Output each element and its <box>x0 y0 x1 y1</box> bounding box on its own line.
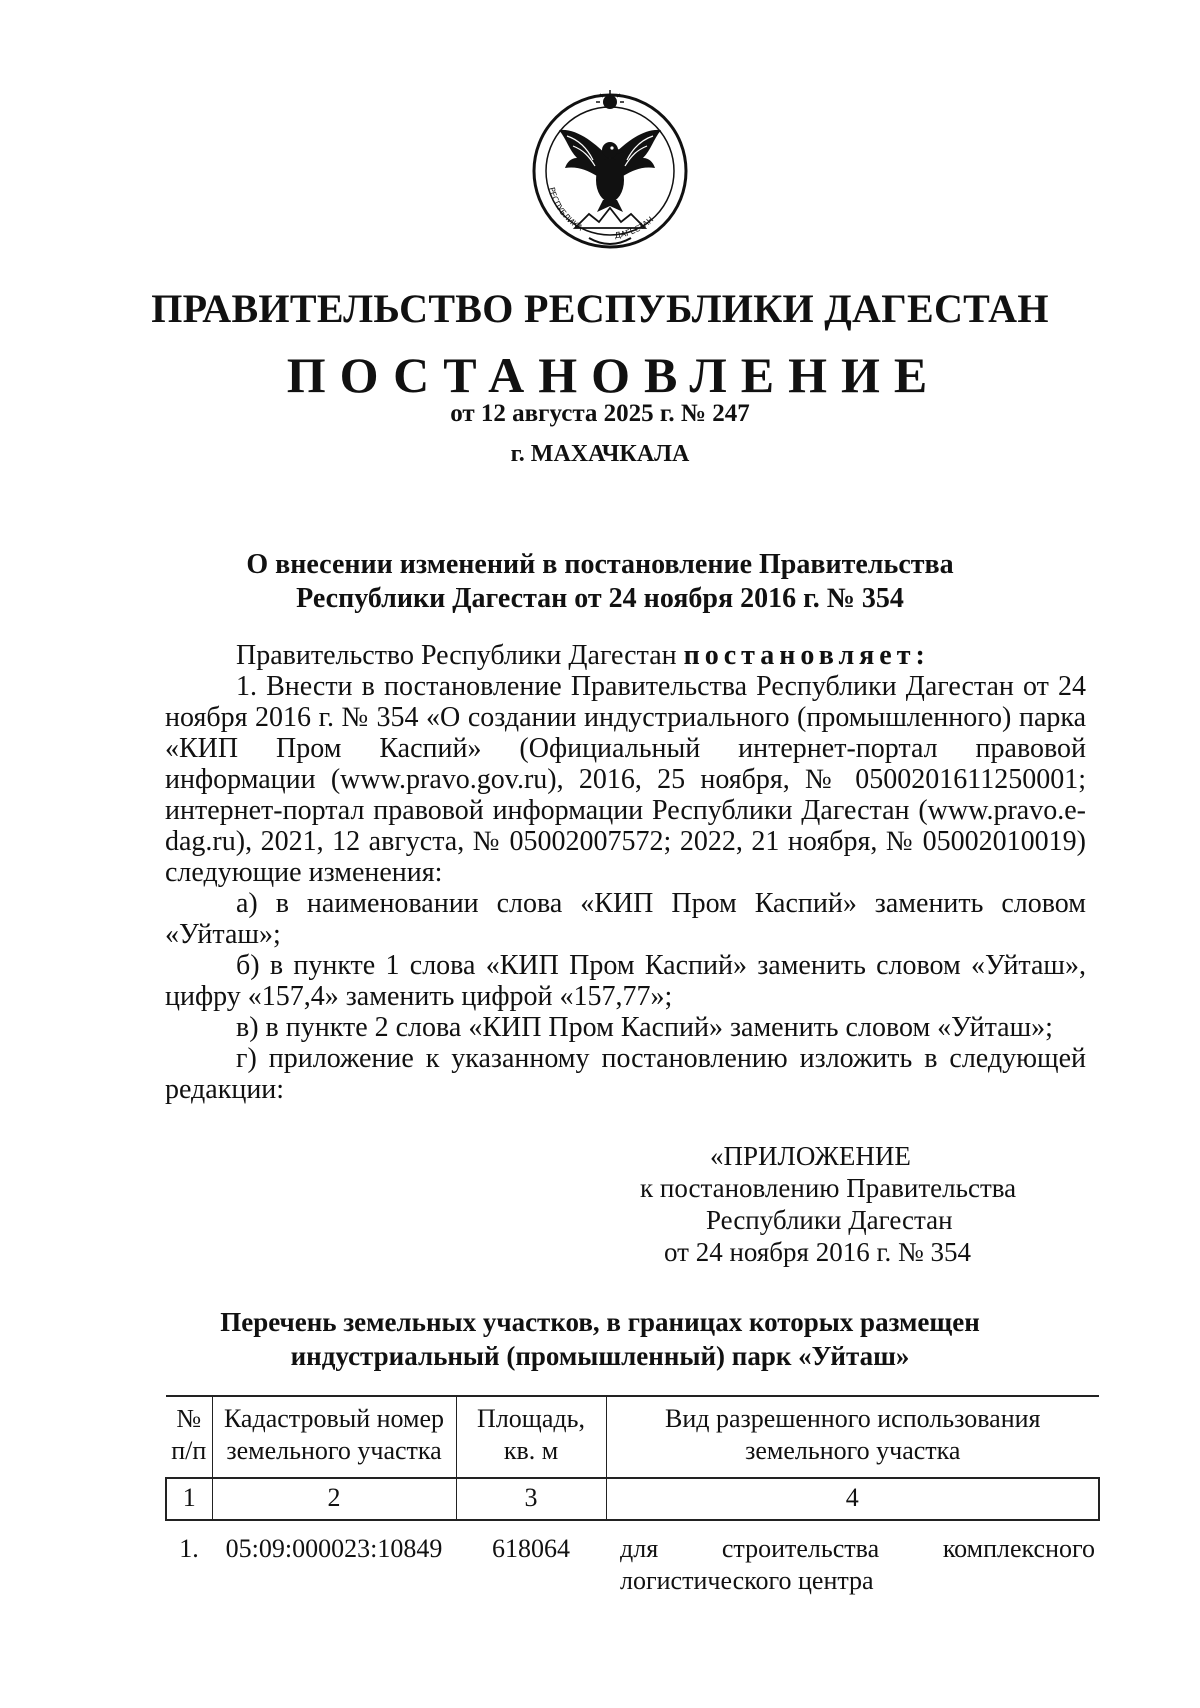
coat-of-arms-emblem <box>527 88 693 254</box>
item-1-paragraph: 1. Внести в постановление Правительства Республики Дагестан от 24 ноября 2016 г. № 354 «О создании индустриального (промышленного) парка «КИП Пром Каспий» (Официальный интернет-портал правовой информации (www.pravo.gov.ru), 2016, 25 ноября, № 0500201611250001; интернет-портал правовой информации Республики Дагестан (www.pravo.e-dag.ru), 2021, 12 августа, № 05002007572; 2022, 21 ноября, № 05002010019) следующие изменения: <box>165 671 1086 888</box>
subject-line-2: Республики Дагестан от 24 ноября 2016 г. № 354 <box>296 583 904 614</box>
document-city: г. МАХАЧКАЛА <box>510 441 690 467</box>
svg-text:РЕСПУБЛИКА: РЕСПУБЛИКА <box>546 186 585 233</box>
appendix-heading <box>640 1140 1160 1268</box>
appendix-line-3: Республики Дагестан <box>706 1205 953 1235</box>
row-area: 618064 <box>492 1534 570 1563</box>
intro-prefix: Правительство Республики Дагестан <box>236 640 684 671</box>
appendix-line-1: «ПРИЛОЖЕНИЕ <box>710 1141 911 1171</box>
intro-resolves: постановляет: <box>683 640 930 671</box>
header-use: Вид разрешенного использования земельного участка <box>606 1396 1099 1478</box>
land-plots-table <box>165 1395 1100 1597</box>
intro-paragraph <box>165 640 1086 671</box>
row-cadastral-number: 05:09:000023:10849 <box>225 1534 443 1563</box>
svg-text:ДАГЕСТАН: ДАГЕСТАН <box>614 214 656 241</box>
government-title: ПРАВИТЕЛЬСТВО РЕСПУБЛИКИ ДАГЕСТАН <box>151 286 1049 331</box>
item-g-paragraph: г) приложение к указанному постановлению изложить в следующей редакции: <box>165 1043 1086 1105</box>
row-permitted-use: для строительства комплексного логистического центра <box>620 1534 1095 1595</box>
appendix-line-4: от 24 ноября 2016 г. № 354 <box>664 1237 971 1267</box>
column-number-4: 4 <box>606 1478 1099 1520</box>
list-title <box>160 1305 1040 1373</box>
document-type: ПОСТАНОВЛЕНИЕ <box>286 347 942 403</box>
document-subject <box>160 548 1040 616</box>
list-title-line-2: индустриальный (промышленный) парк «Уйташ» <box>290 1341 910 1371</box>
row-number: 1. <box>179 1534 199 1563</box>
column-number-3: 3 <box>456 1478 606 1520</box>
list-title-line-1: Перечень земельных участков, в границах которых размещен <box>220 1307 980 1337</box>
header-number: № п/п <box>166 1396 212 1478</box>
table-row <box>166 1520 1099 1597</box>
document-date-number: от 12 августа 2025 г. № 247 <box>450 400 750 427</box>
column-number-2: 2 <box>212 1478 456 1520</box>
subject-line-1: О внесении изменений в постановление Правительства <box>246 549 954 580</box>
item-a-paragraph: а) в наименовании слова «КИП Пром Каспий» заменить словом «Уйташ»; <box>165 888 1086 950</box>
header-area: Площадь, кв. м <box>456 1396 606 1478</box>
table-header-row <box>166 1396 1099 1478</box>
document-body <box>165 640 1086 1105</box>
item-b-paragraph: б) в пункте 1 слова «КИП Пром Каспий» заменить словом «Уйташ», цифру «157,4» заменить цифрой «157,77»; <box>165 950 1086 1012</box>
appendix-line-2: к постановлению Правительства <box>640 1173 1017 1203</box>
header-cadastral: Кадастровый номер земельного участка <box>212 1396 456 1478</box>
item-v-paragraph: в) в пункте 2 слова «КИП Пром Каспий» заменить словом «Уйташ»; <box>236 1012 1053 1043</box>
table-column-numbers-row <box>166 1478 1099 1520</box>
column-number-1: 1 <box>166 1478 212 1520</box>
